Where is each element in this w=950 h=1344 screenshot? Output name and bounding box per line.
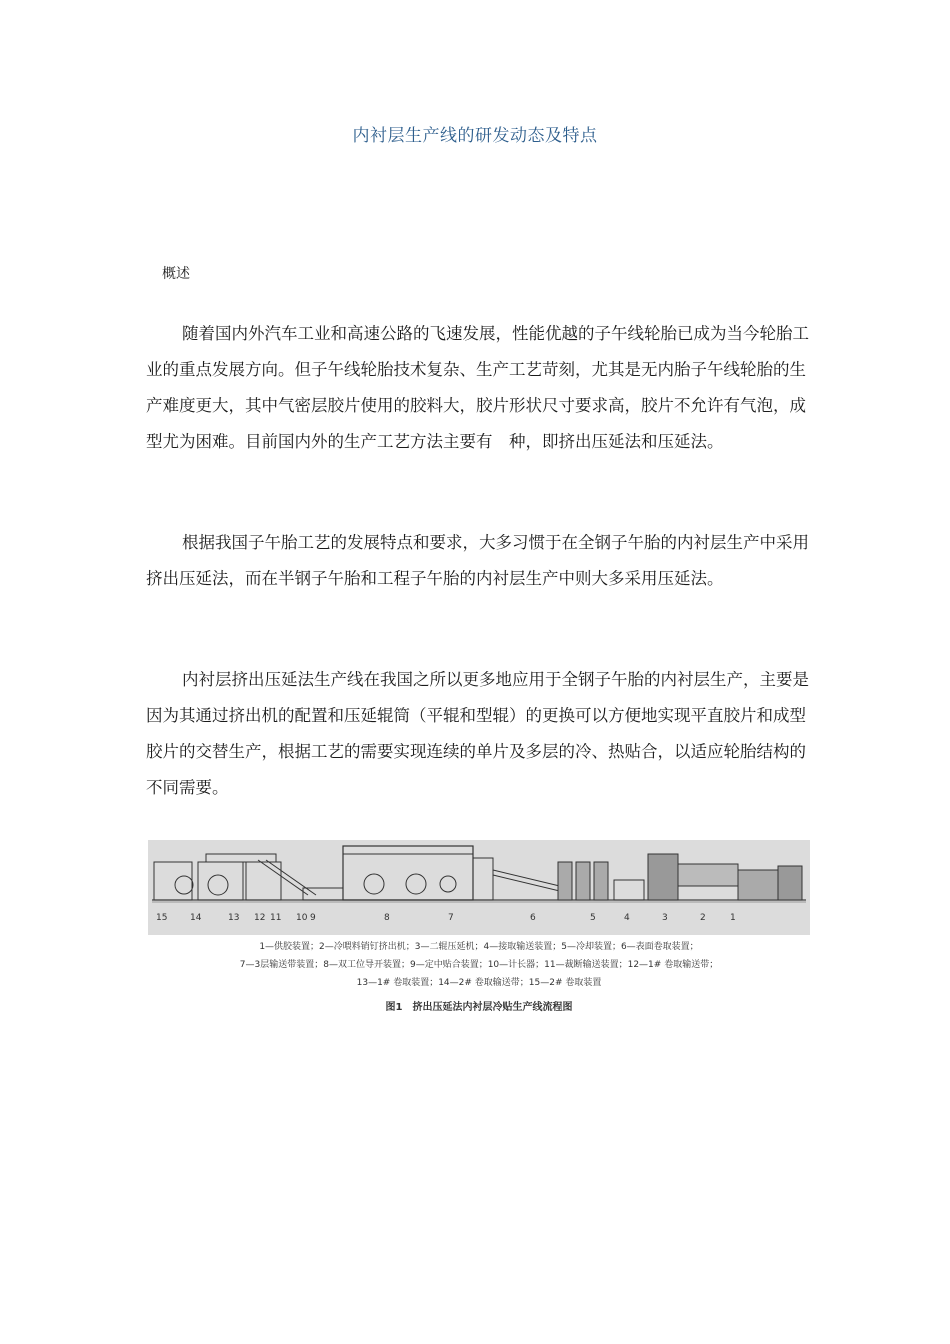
paragraph [146, 662, 814, 806]
station-number: 9 [310, 913, 316, 923]
paragraph-text: 根据我国子午胎工艺的发展特点和要求，大多习惯于在全钢子午胎的内衬层生产中采用挤出压延法，而在半钢子午胎和工程子午胎的内衬层生产中则大多采用压延法。 [146, 533, 809, 588]
station-number: 3 [662, 913, 668, 923]
production-line-figure [148, 840, 810, 1020]
station-number: 4 [624, 913, 630, 923]
paragraph [146, 316, 814, 460]
station-number: 12 [254, 913, 266, 923]
section-heading: 概述 [162, 266, 190, 282]
page-title: 内衬层生产线的研发动态及特点 [352, 126, 598, 146]
paragraph [146, 525, 814, 597]
figure-legend-line: 7—3层输送带装置；8—双工位导开装置；9—定中贴合装置；10—计长器；11—裁断输送装置；12—1# 卷取输送带； [239, 960, 719, 970]
station-number: 14 [190, 913, 202, 923]
station-number: 10 [296, 913, 308, 923]
station-number: 8 [384, 913, 390, 923]
station-number: 2 [700, 913, 706, 923]
figure-legend-line: 1—供胶装置；2—冷喂料销钉挤出机；3—二辊压延机；4—接取输送装置；5—冷却装置；6—表面卷取装置； [259, 942, 699, 952]
paragraph-text: 内衬层挤出压延法生产线在我国之所以更多地应用于全钢子午胎的内衬层生产，主要是因为其通过挤出机的配置和压延辊筒（平辊和型辊）的更换可以方便地实现平直胶片和成型胶片的交替生产，根据工艺的需要实现连续的单片及多层的冷、热贴合，以适应轮胎结构的不同需要。 [146, 670, 809, 797]
figure-legend-line: 13—1# 卷取装置；14—2# 卷取输送带；15—2# 卷取装置 [356, 978, 602, 988]
station-number: 7 [448, 913, 454, 923]
station-number: 11 [270, 913, 282, 923]
paragraph-text: 随着国内外汽车工业和高速公路的飞速发展，性能优越的子午线轮胎已成为当今轮胎工业的重点发展方向。但子午线轮胎技术复杂、生产工艺苛刻，尤其是无内胎子午线轮胎的生产难度更大，其中气密层胶片使用的胶料大，胶片形状尺寸要求高，胶片不允许有气泡，成型尤为困难。目前国内外的生产工艺方法主要有 种，即挤出压延法和压延法。 [146, 324, 809, 451]
station-number: 15 [156, 913, 168, 923]
figure-caption: 图1 挤出压延法内衬层冷贴生产线流程图 [385, 1002, 573, 1013]
production-line-diagram [148, 840, 810, 935]
station-number: 1 [730, 913, 736, 923]
station-number: 13 [228, 913, 240, 923]
station-number: 5 [590, 913, 596, 923]
station-number: 6 [530, 913, 536, 923]
